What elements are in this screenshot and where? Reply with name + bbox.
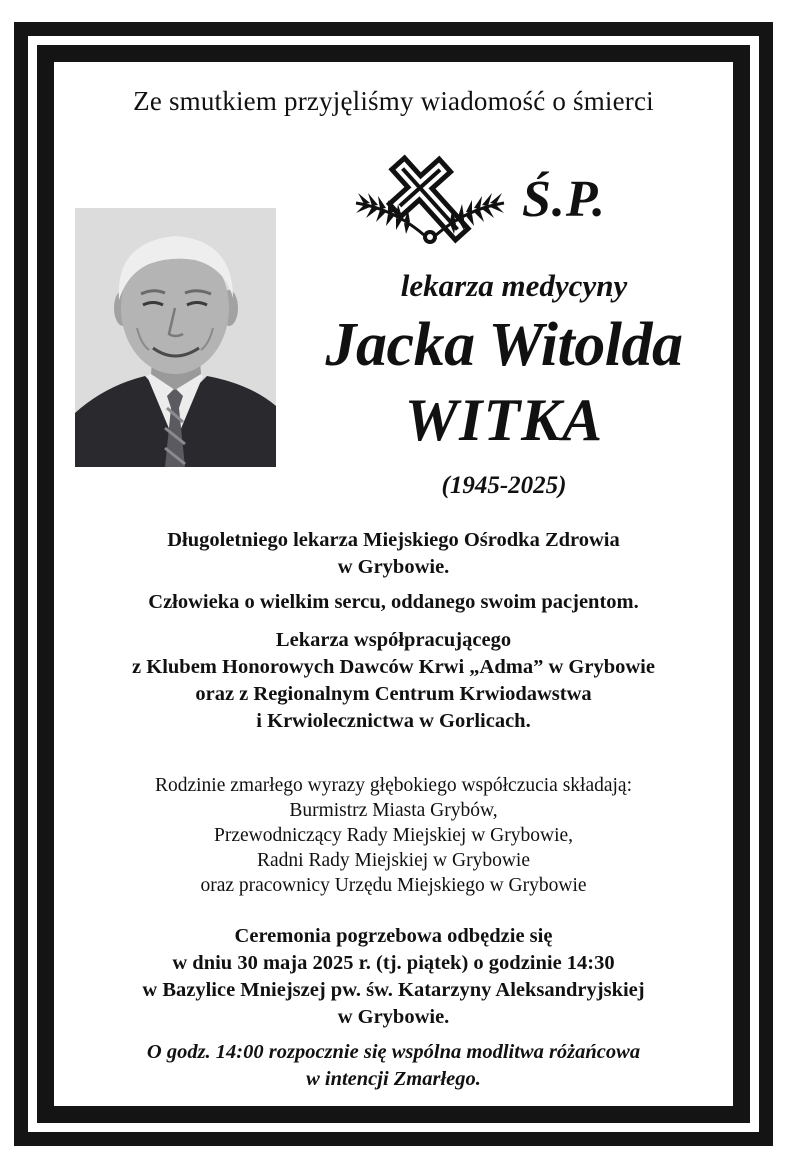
life-years: (1945-2025) [441, 472, 567, 499]
prayer-line: O godz. 14:00 rozpocznie się wspólna modlitwa różańcowa [146, 1041, 641, 1063]
condolences-line: Rodzinie zmarłego wyrazy głębokiego współczucia składają: [154, 775, 633, 796]
deceased-first-names: Jacka Witolda [325, 311, 683, 379]
obituary-notice [54, 62, 733, 1106]
bio-line: i Krwiolecznictwa w Gorlicach. [256, 710, 531, 732]
condolences-line: oraz pracownicy Urzędu Miejskiego w Grybowie [200, 875, 587, 896]
deceased-surname: WITKA [404, 387, 604, 453]
condolences-line: Burmistrz Miasta Grybów, [289, 800, 498, 821]
bio-line: z Klubem Honorowych Dawców Krwi „Adma” w Grybowie [132, 656, 655, 678]
ceremony-line: w dniu 30 maja 2025 r. (tj. piątek) o godzinie 14:30 [172, 952, 615, 974]
bio-line: oraz z Regionalnym Centrum Krwiodawstwa [195, 683, 592, 705]
condolences-line: Radni Rady Miejskiej w Grybowie [257, 850, 530, 871]
bio-line: Długoletniego lekarza Miejskiego Ośrodka Zdrowia [167, 529, 620, 551]
portrait-illustration [75, 208, 276, 467]
portrait-photo [75, 208, 276, 467]
intro-text: Ze smutkiem przyjęliśmy wiadomość o śmierci [133, 86, 654, 116]
bio-line: Lekarza współpracującego [275, 629, 512, 651]
ceremony-line: w Grybowie. [337, 1006, 450, 1028]
prayer-line: w intencji Zmarłego. [306, 1068, 481, 1090]
cross-with-palm-branches-icon [350, 147, 510, 257]
condolences-line: Przewodniczący Rady Miejskiej w Grybowie, [213, 825, 574, 846]
bio-line: w Grybowie. [337, 556, 450, 578]
bio-line: Człowieka o wielkim sercu, oddanego swoim pacjentom. [148, 591, 639, 613]
ceremony-line: Ceremonia pogrzebowa odbędzie się [234, 925, 553, 947]
ceremony-line: w Bazylice Mniejszej pw. św. Katarzyny Aleksandryjskiej [142, 979, 645, 1001]
profession-title: lekarza medycyny [400, 268, 628, 303]
memorial-prefix: Ś.P. [522, 171, 606, 228]
